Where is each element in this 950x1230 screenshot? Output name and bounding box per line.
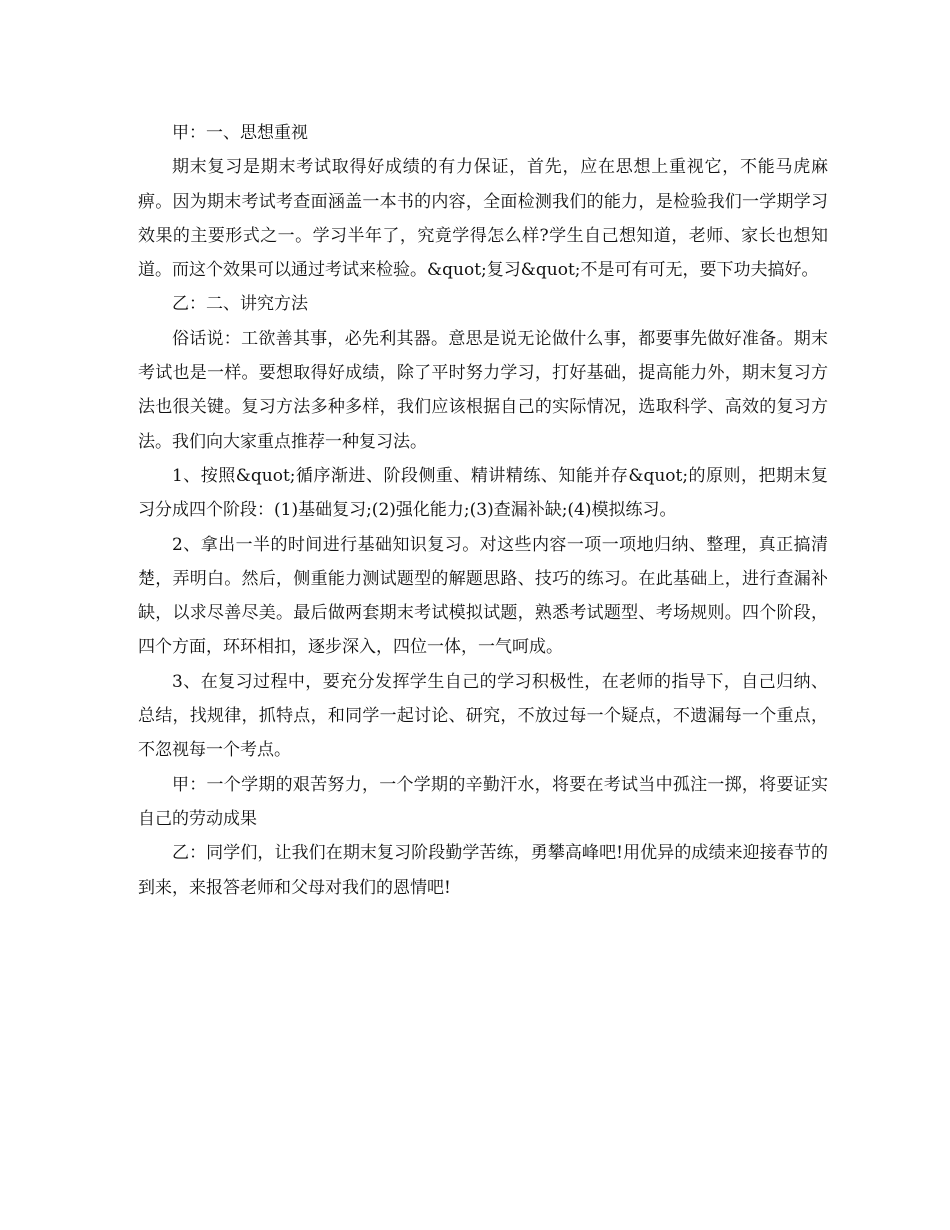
paragraph-yi-closing: 乙：同学们，让我们在期末复习阶段勤学苦练，勇攀高峰吧!用优异的成绩来迎接春节的到来，来报答老师和父母对我们的恩情吧! bbox=[138, 843, 828, 898]
section-heading-yi-2: 乙：二、讲究方法 bbox=[172, 294, 308, 315]
paragraph-jia-closing: 甲：一个学期的艰苦努力，一个学期的辛勤汗水，将要在考试当中孤注一掷，将要证实自己的劳动成果 bbox=[138, 774, 828, 829]
list-item-1: 1、按照&quot;循序渐进、阶段侧重、精讲精练、知能并存&quot;的原则，把期末复习分成四个阶段：(1)基础复习;(2)强化能力;(3)查漏补缺;(4)模拟练习。 bbox=[138, 465, 828, 521]
paragraph-method: 俗话说：工欲善其事，必先利其器。意思是说无论做什么事，都要事先做好准备。期末考试也是一样。要想取得好成绩，除了平时努力学习，打好基础，提高能力外，期末复习方法也很关键。复习方法多种多样，我们应该根据自己的实际情况，选取科学、高效的复习方法。我们向大家重点推荐一种复习法。 bbox=[138, 328, 828, 452]
list-item-2: 2、拿出一半的时间进行基础知识复习。对这些内容一项一项地归纳、整理，真正搞清楚，弄明白。然后，侧重能力测试题型的解题思路、技巧的练习。在此基础上，进行查漏补缺，以求尽善尽美。最后做两套期末考试模拟试题，熟悉考试题型、考场规则。四个阶段，四个方面，环环相扣，逐步深入，四位一体，一气呵成。 bbox=[138, 534, 828, 658]
list-item-3: 3、在复习过程中，要充分发挥学生自己的学习积极性，在老师的指导下，自己归纳、总结，找规律，抓特点，和同学一起讨论、研究，不放过每一个疑点，不遗漏每一个重点，不忽视每一个考点。 bbox=[138, 671, 828, 761]
document-page bbox=[138, 116, 828, 905]
section-heading-jia-1: 甲：一、思想重视 bbox=[172, 123, 308, 143]
paragraph-importance: 期末复习是期末考试取得好成绩的有力保证，首先，应在思想上重视它，不能马虎麻痹。因为期末考试考查面涵盖一本书的内容，全面检测我们的能力，是检验我们一学期学习效果的主要形式之一。学习半年了，究竟学得怎么样?学生自己想知道，老师、家长也想知道。而这个效果可以通过考试来检验。&quot;复习&quot;不是可有可无，要下功夫搞好。 bbox=[138, 157, 828, 281]
